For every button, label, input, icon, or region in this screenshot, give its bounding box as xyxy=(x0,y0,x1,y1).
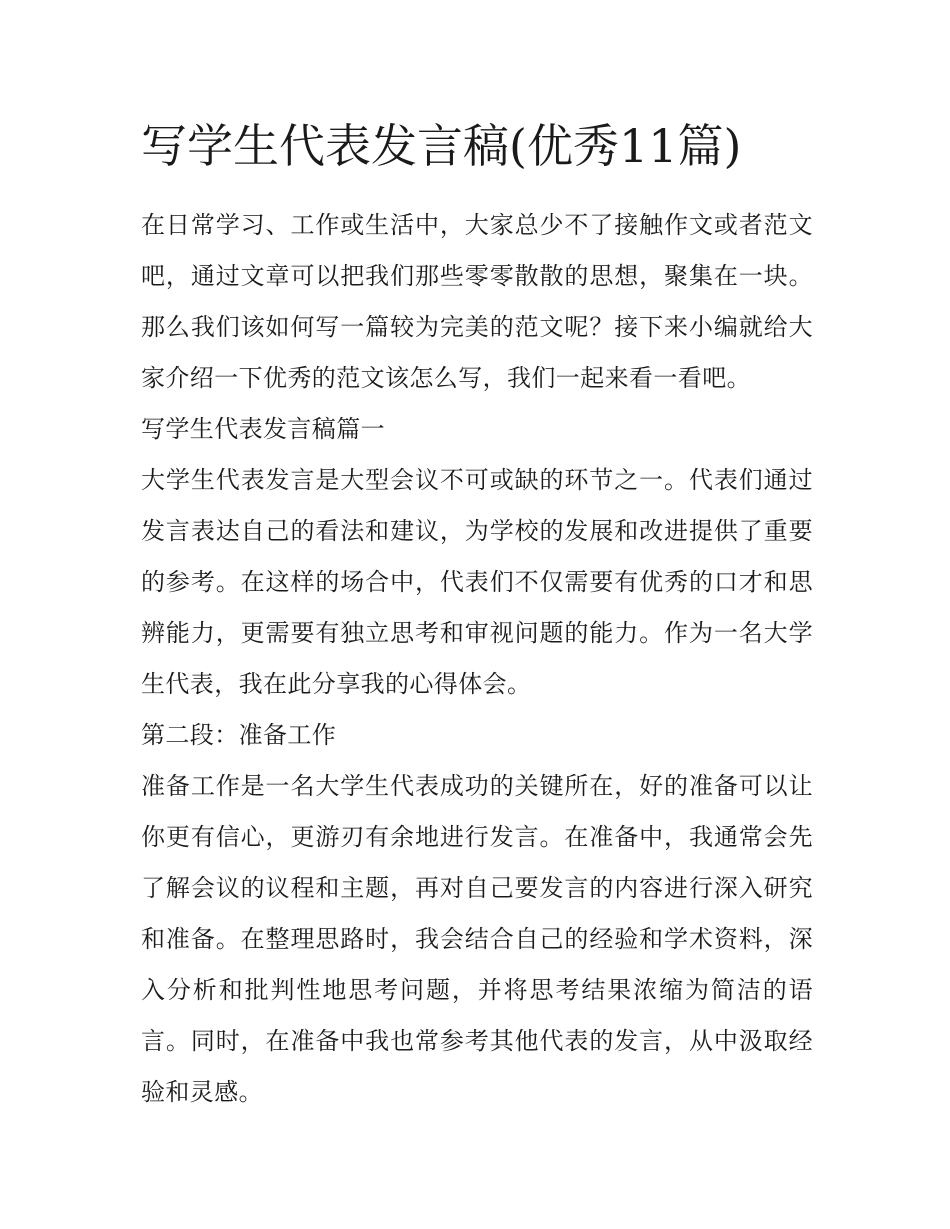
document-content xyxy=(141,112,813,1118)
body-paragraph-1: 大学生代表发言是大型会议不可或缺的环节之一。代表们通过发言表达自己的看法和建议，为学校的发展和改进提供了重要的参考。在这样的场合中，代表们不仅需要有优秀的口才和思辨能力，更需要有独立思考和审视问题的能力。作为一名大学生代表，我在此分享我的心得体会。 xyxy=(141,466,813,698)
intro-paragraph: 在日常学习、工作或生活中，大家总少不了接触作文或者范文吧，通过文章可以把我们那些零零散散的思想，聚集在一块。那么我们该如何写一篇较为完美的范文呢？接下来小编就给大家介绍一下优秀的范文该怎么写，我们一起来看一看吧。 xyxy=(141,211,813,392)
section-heading-preparation: 第二段：准备工作 xyxy=(141,721,337,749)
section-heading-part-one: 写学生代表发言稿篇一 xyxy=(141,415,385,443)
document-title: 写学生代表发言稿(优秀11篇) xyxy=(141,119,742,173)
body-paragraph-2: 准备工作是一名大学生代表成功的关键所在，好的准备可以让你更有信心，更游刃有余地进行发言。在准备中，我通常会先了解会议的议程和主题，再对自己要发言的内容进行深入研究和准备。在整理思路时，我会结合自己的经验和学术资料，深入分析和批判性地思考问题，并将思考结果浓缩为简洁的语言。同时，在准备中我也常参考其他代表的发言，从中汲取经验和灵感。 xyxy=(141,772,813,1106)
